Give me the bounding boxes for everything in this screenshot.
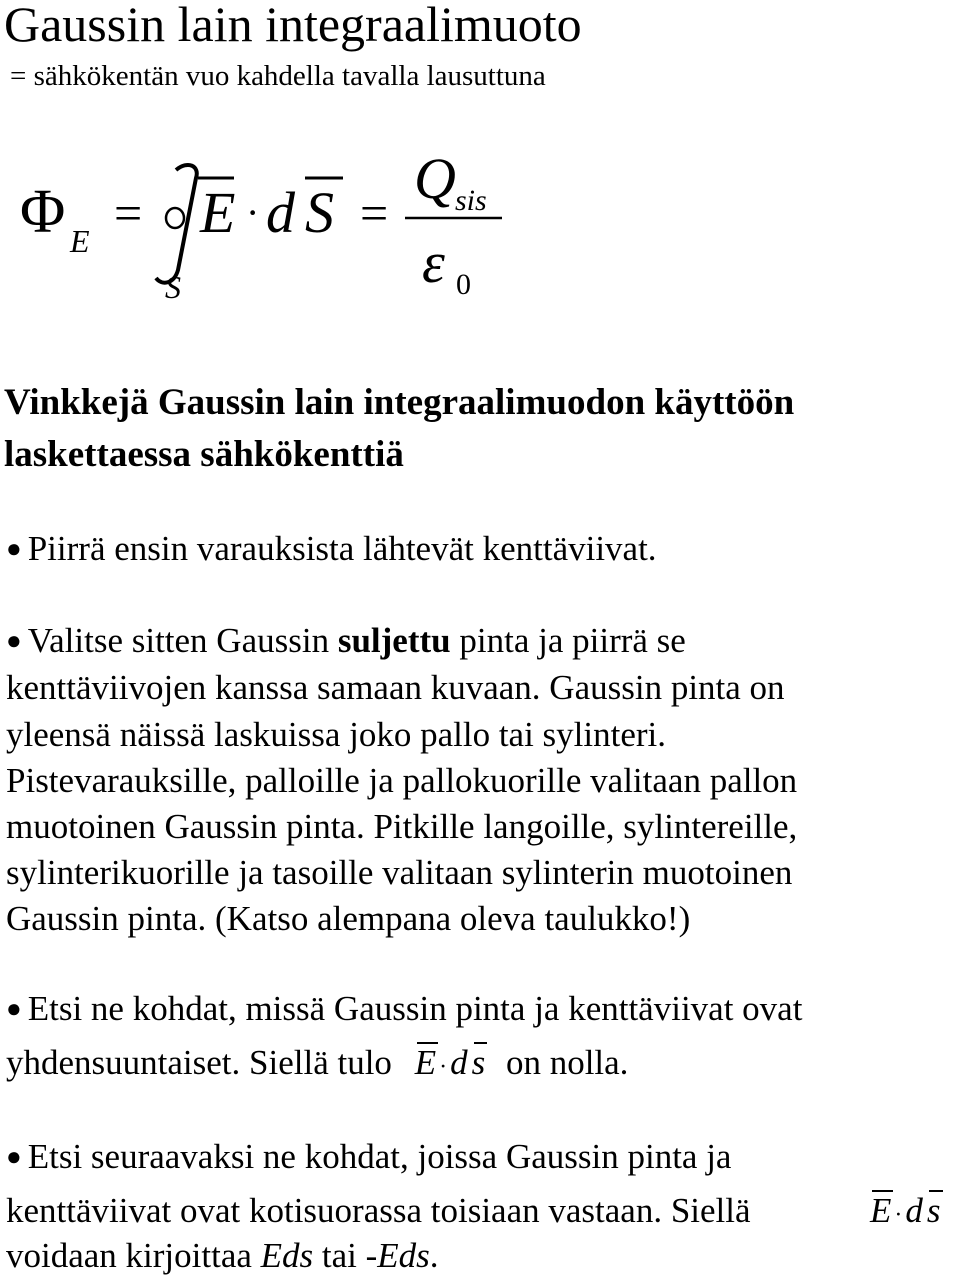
bullet-2-line-3: yleensä näissä laskuissa joko pallo tai sylinteri.	[6, 715, 667, 754]
inline-math-e-dot-ds: E ·d s	[415, 1043, 494, 1082]
bullet-2-line-5: muotoinen Gaussin pinta. Pitkille langoille, sylintereille,	[6, 807, 798, 846]
bullet-2-line-7: Gaussin pinta. (Katso alempana oleva taulukko!)	[6, 899, 691, 938]
bullet-icon: ●	[6, 534, 22, 563]
bullet-4-line-1: ● Etsi seuraavaksi ne kohdat, joissa Gaussin pinta ja	[6, 1137, 732, 1176]
bullet-icon: ●	[6, 994, 22, 1023]
bullet-1	[6, 526, 657, 575]
inline-math-e-dot-ds-2: E ·d s	[870, 1188, 941, 1238]
bullet-4-line-3: voidaan kirjoittaa Eds tai -Eds.	[6, 1236, 439, 1275]
page-title: Gaussin lain integraalimuoto	[4, 0, 582, 52]
formula-dot: ·	[246, 190, 260, 235]
formula-surface-label: S	[165, 269, 181, 305]
bullet-3-line-2: yhdensuuntaiset. Siellä tulo E ·d s on nolla.	[6, 1040, 628, 1090]
formula-equals-1: =	[114, 185, 143, 241]
formula-d: d	[266, 180, 295, 245]
formula-denominator: ε	[422, 230, 445, 295]
formula-equals-2: =	[360, 185, 389, 241]
eds-term-negative: Eds	[377, 1236, 430, 1275]
gauss-law-formula	[0, 140, 560, 310]
formula-phi: Φ	[20, 178, 66, 246]
integral-loop-icon	[166, 208, 184, 228]
formula-numerator: Q	[414, 146, 456, 211]
formula-phi-subscript: E	[70, 223, 90, 259]
closed-integral-icon	[156, 165, 197, 283]
bold-term-suljettu: suljettu	[337, 621, 451, 660]
section-heading-line-1: Vinkkejä Gaussin lain integraalimuodon käyttöön	[4, 382, 795, 423]
bullet-2-line-4: Pistevarauksille, palloille ja pallokuorille valitaan pallon	[6, 761, 798, 800]
formula-vector-e: E	[200, 180, 236, 245]
bullet-1-text: Piirrä ensin varauksista lähtevät kenttäviivat.	[27, 529, 657, 568]
formula-vector-s: S	[305, 180, 334, 245]
bullet-2-line-1: ● Valitse sitten Gaussin suljettu pinta ja piirrä se	[6, 621, 686, 660]
section-heading-line-2: laskettaessa sähkökenttiä	[4, 434, 404, 475]
bullet-4-line-2: kenttäviivat ovat kotisuorassa toisiaan vastaan. Siellä	[6, 1191, 751, 1230]
formula-numerator-subscript: sis	[455, 184, 487, 217]
formula-denominator-subscript: 0	[456, 268, 471, 301]
page-subtitle: = sähkökentän vuo kahdella tavalla lausuttuna	[10, 60, 546, 92]
bullet-2-line-6: sylinterikuorille ja tasoille valitaan sylinterin muotoinen	[6, 853, 793, 892]
bullet-icon: ●	[6, 626, 22, 655]
eds-term: Eds	[260, 1236, 314, 1275]
bullet-icon: ●	[6, 1142, 22, 1171]
bullet-3-line-1: ● Etsi ne kohdat, missä Gaussin pinta ja kenttäviivat ovat	[6, 989, 803, 1028]
bullet-2-line-2: kenttäviivojen kanssa samaan kuvaan. Gaussin pinta on	[6, 668, 785, 707]
